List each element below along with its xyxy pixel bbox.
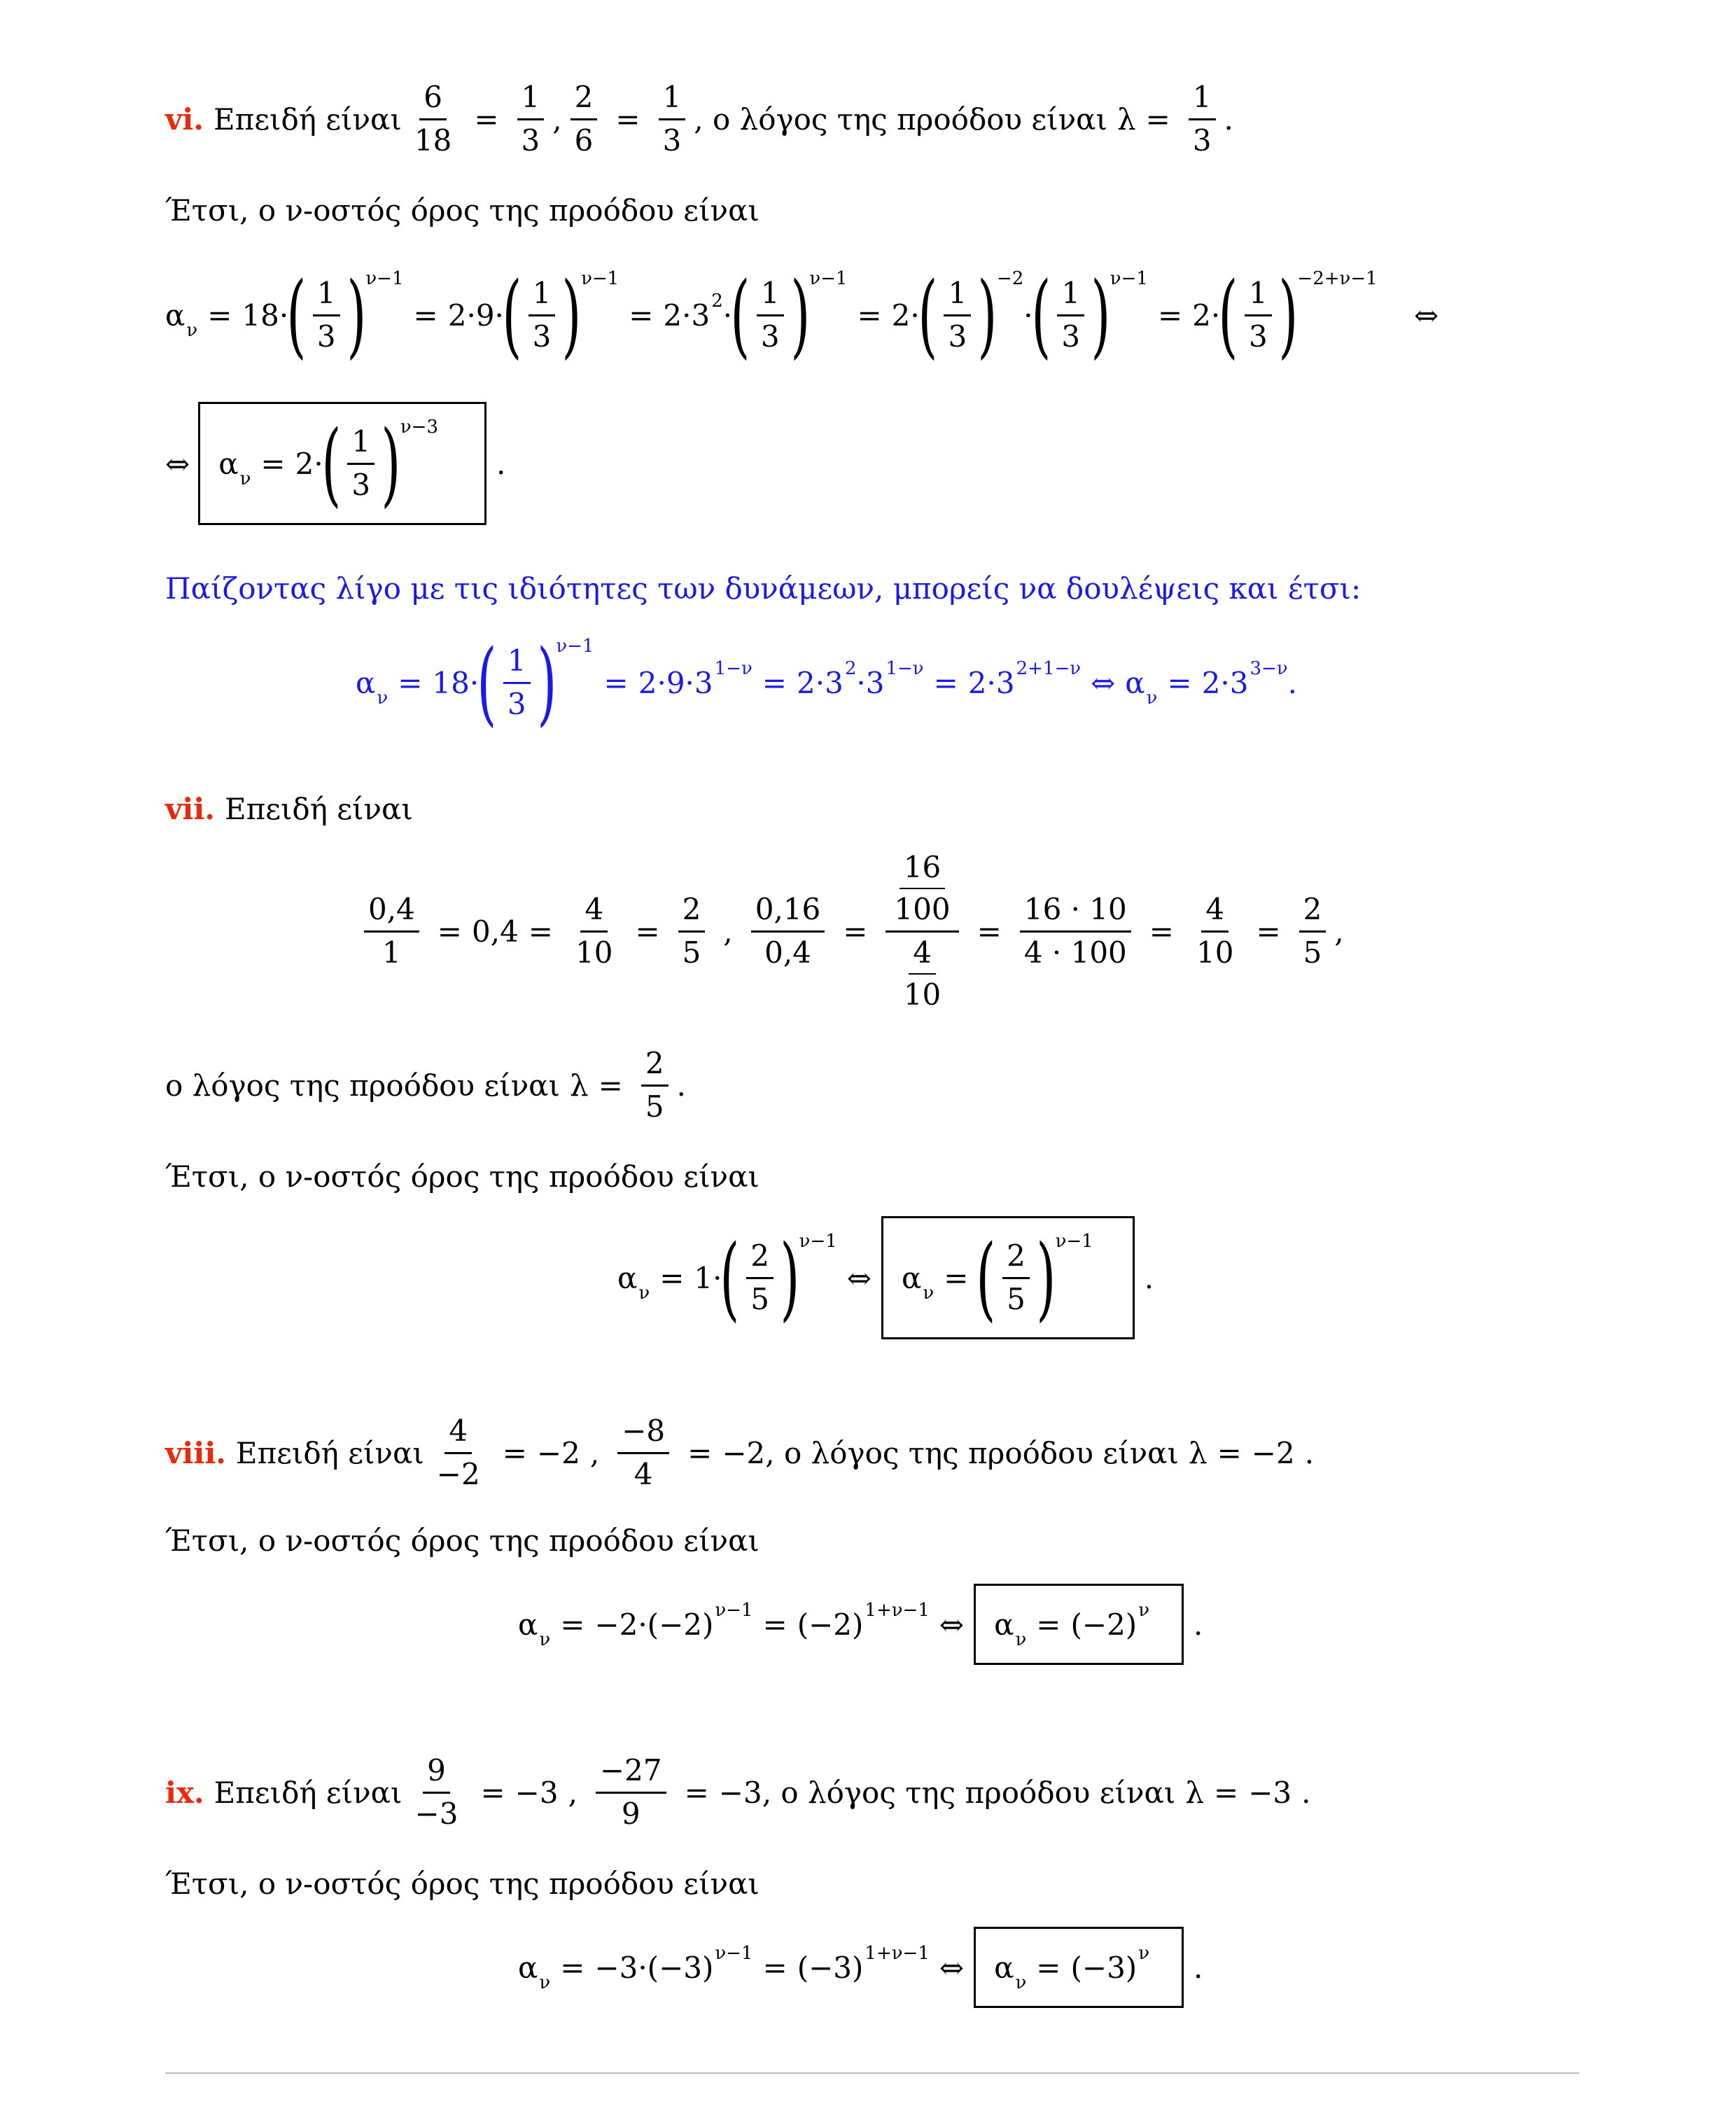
vii-ratio-computation: $\frac{0,4}{1}$ = 0,4 = $\frac{4}{10}$ = $\frac{2}{5}$ , $\frac{0,16}{0,4}$ = $\frac{\frac{16}{100}}{\frac{4}{10}}$ = $\frac{16 \cdot 10}{4 \cdot 100}$ = $\frac{4}{10}$ = $\frac{2}{5}$ ,	[356, 840, 1344, 1022]
ix-etsi-line: Έτσι, ο ν-οστός όρος της προόδου είναι	[165, 1866, 760, 1901]
vii-ratio-line: ο λόγος της προόδου είναι λ = $\frac{2}{5}$ .	[165, 1046, 686, 1124]
intro-text: Επειδή είναι	[213, 102, 402, 137]
boxed-result: α ν = ( $\frac{2}{5}$ ) ν−1	[881, 1216, 1135, 1339]
vi-boxed-result-line: ⇔ α ν = 2 · ( $\frac{1}{3}$ ) ν−3 .	[165, 400, 505, 526]
boxed-result: α ν = 2 · ( $\frac{1}{3}$ ) ν−3	[198, 402, 486, 525]
item-label-vi: vi.	[165, 102, 204, 137]
fraction: $\frac{1}{3}$	[659, 81, 686, 156]
viii-etsi-line: Έτσι, ο ν-οστός όρος της προόδου είναι	[165, 1523, 760, 1558]
vi-header-line: vi. Επειδή είναι $\frac{6}{18}$ = $\frac{1}{3}$ , $\frac{2}{6}$ = $\frac{1}{3}$ , ο λόγος της προόδου είναι λ = $\frac{1}{3}$ .	[165, 80, 1233, 158]
iff-symbol: ⇔	[1414, 298, 1439, 333]
compound-fraction: $\frac{\frac{16}{100}}{\frac{4}{10}}$	[886, 851, 958, 1011]
fraction: $\frac{1}{3}$	[517, 81, 545, 156]
ix-header-line: ix. Επειδή είναι $\frac{9}{-3}$ = −3 , $\frac{-27}{9}$ = −3 , ο λόγος της προόδου είναι λ = −3 .	[165, 1753, 1311, 1831]
fraction: $\frac{2}{6}$	[570, 81, 598, 156]
vi-formula-line: α ν = 18 · ( $\frac{1}{3}$ ) ν−1 = 2 · 9 · ( $\frac{1}{3}$ ) ν−1 = 2 · 3 2 · ( $\frac{1}{3}$ ) ν−1 = 2 · ( $\frac{1}{3}$ ) −2 · ( $\frac{1}{3}$ ) ν−1 = 2 · ( $\frac{1}{3}$ ) −2+ν−1	[165, 262, 1378, 368]
blue-note: Παίζοντας λίγο με τις ιδιότητες των δυνάμεων, μπορείς να δουλέψεις και έτσι:	[165, 571, 1362, 606]
boxed-result: α ν = ( −2 ) ν	[974, 1584, 1184, 1665]
vii-etsi-line: Έτσι, ο ν-οστός όρος της προόδου είναι	[165, 1159, 760, 1194]
boxed-result: α ν = ( −3 ) ν	[974, 1927, 1184, 2008]
ratio-fraction: $\frac{1}{3}$	[1189, 81, 1216, 156]
fraction: $\frac{6}{18}$	[414, 80, 452, 158]
ix-formula-line: α ν = −3 · ( −3 ) ν−1 = ( −3 ) 1+ν−1 ⇔ α ν = ( −3 ) ν .	[518, 1922, 1203, 2013]
vi-alt-formula: α ν = 18 · ( $\frac{1}{3}$ ) ν−1 = 2 · 9 · 3 1−ν = 2 · 3 2 · 3 1−ν = 2 · 3 2+1−ν ⇔ α ν = 2 · 3 3−ν .	[356, 629, 1298, 736]
vii-header-line: vii. Επειδή είναι	[165, 791, 413, 826]
item-label-viii: viii.	[165, 1435, 226, 1470]
vii-formula-line: α ν = 1 · ( $\frac{2}{5}$ ) ν−1 ⇔ α ν = ( $\frac{2}{5}$ ) ν−1 .	[617, 1215, 1154, 1341]
vi-etsi-line: Έτσι, ο ν-οστός όρος της προόδου είναι	[165, 193, 760, 228]
item-label-ix: ix.	[165, 1775, 204, 1810]
footer-rule	[165, 2072, 1579, 2074]
ratio-text: , ο λόγος της προόδου είναι	[694, 102, 1107, 137]
item-label-vii: vii.	[165, 791, 215, 826]
viii-header-line: viii. Επειδή είναι $\frac{4}{-2}$ = −2 , $\frac{-8}{4}$ = −2 , ο λόγος της προόδου είναι λ = −2 .	[165, 1414, 1315, 1491]
viii-formula-line: α ν = −2 · ( −2 ) ν−1 = ( −2 ) 1+ν−1 ⇔ α ν = ( −2 ) ν .	[518, 1579, 1203, 1670]
